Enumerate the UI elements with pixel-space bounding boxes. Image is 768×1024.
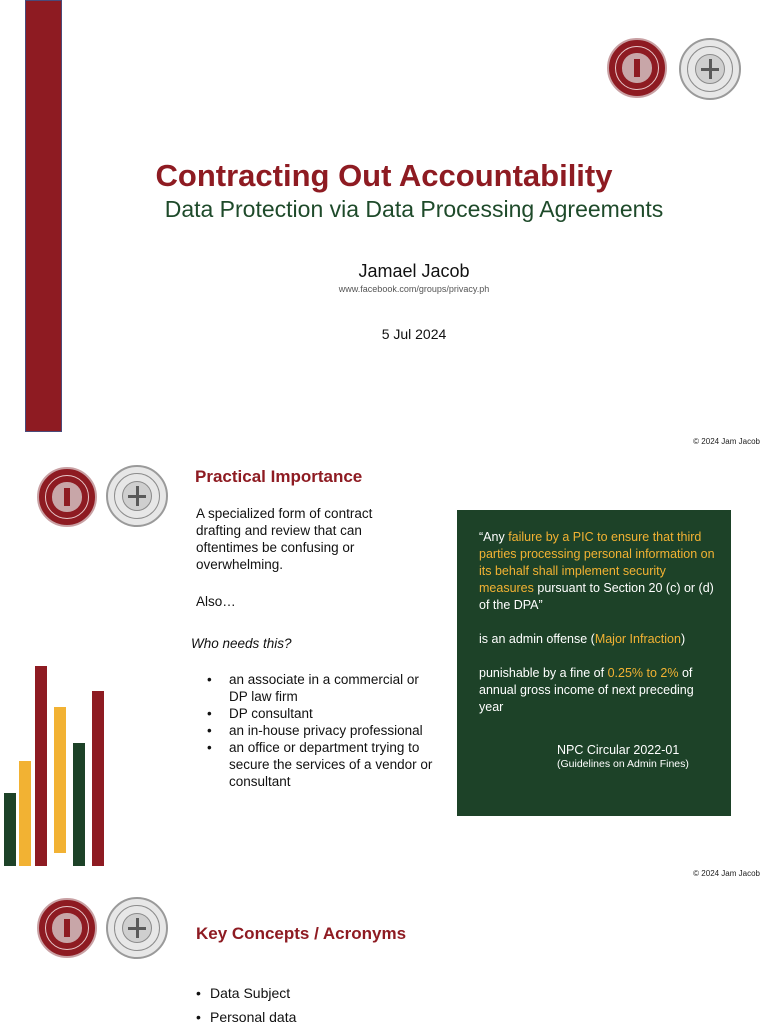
- up-law-center-seal-icon: [679, 38, 741, 100]
- source-subtitle: (Guidelines on Admin Fines): [557, 758, 689, 770]
- list-item: • Personal data: [196, 1005, 296, 1024]
- slide-title: Contracting Out Accountability: [155, 158, 613, 193]
- presentation-date: 5 Jul 2024: [381, 326, 447, 342]
- quote-rest: pursuant to Section 20 (c) or (d) of the DPA”: [479, 581, 714, 612]
- decor-bar: [73, 743, 85, 866]
- intro-paragraph: A specialized form of contract drafting and review that can oftentimes be confusing or overwhelming.: [196, 506, 373, 572]
- list-item: • an in-house privacy professional: [207, 722, 437, 739]
- fine-highlight: 0.25% to 2%: [607, 666, 679, 680]
- key-concepts-slide: [0, 883, 768, 1024]
- slide-heading: Key Concepts / Acronyms: [196, 924, 407, 943]
- up-college-of-law-seal-icon: [37, 467, 97, 527]
- offense-paragraph: [479, 631, 715, 648]
- author-url: www.facebook.com/groups/privacy.ph: [338, 284, 490, 294]
- audience-list: [207, 671, 437, 790]
- up-college-of-law-seal-icon: [37, 898, 97, 958]
- decor-bar: [54, 707, 66, 853]
- slide-heading: Practical Importance: [195, 467, 363, 486]
- fine-text: punishable by a fine of: [479, 666, 608, 680]
- decor-bar: [92, 691, 104, 866]
- list-item: • an office or department trying to secure the services of a vendor or consultant: [207, 739, 437, 790]
- decor-bar: [4, 793, 16, 866]
- decor-bar: [35, 666, 47, 866]
- fine-paragraph: [479, 665, 715, 716]
- copyright-notice: © 2024 Jam Jacob: [693, 869, 760, 878]
- list-item: • an associate in a commercial or DP law firm: [207, 671, 437, 705]
- author-name: Jamael Jacob: [358, 261, 470, 281]
- decorative-bars: [4, 666, 108, 866]
- quote-paragraph: [479, 529, 715, 614]
- question-text: Who needs this?: [191, 636, 292, 651]
- offense-close: ): [680, 632, 686, 646]
- also-text: Also…: [196, 594, 236, 609]
- quote-box: [457, 510, 731, 816]
- quote-open: “Any: [479, 530, 509, 544]
- up-college-of-law-seal-icon: [607, 38, 667, 98]
- fine-rest: of annual gross income of next preceding year: [479, 666, 694, 714]
- practical-importance-slide: [0, 445, 768, 883]
- up-law-center-seal-icon: [106, 897, 168, 959]
- up-law-center-seal-icon: [106, 465, 168, 527]
- slide-subtitle: Data Protection via Data Processing Agreements: [164, 196, 664, 222]
- copyright-notice: © 2024 Jam Jacob: [693, 437, 760, 445]
- list-item: • Data Subject: [196, 981, 296, 1005]
- quote-highlight: failure by a PIC to ensure that third parties processing personal information on its behalf shall implement security measures: [479, 530, 715, 595]
- decor-bar: [19, 761, 31, 866]
- title-slide: [0, 0, 768, 445]
- source-citation: NPC Circular 2022-01: [557, 743, 680, 757]
- concepts-list: [196, 981, 296, 1024]
- offense-text: is an admin offense (: [479, 632, 595, 646]
- offense-highlight: Major Infraction: [594, 632, 681, 646]
- list-item: • DP consultant: [207, 705, 437, 722]
